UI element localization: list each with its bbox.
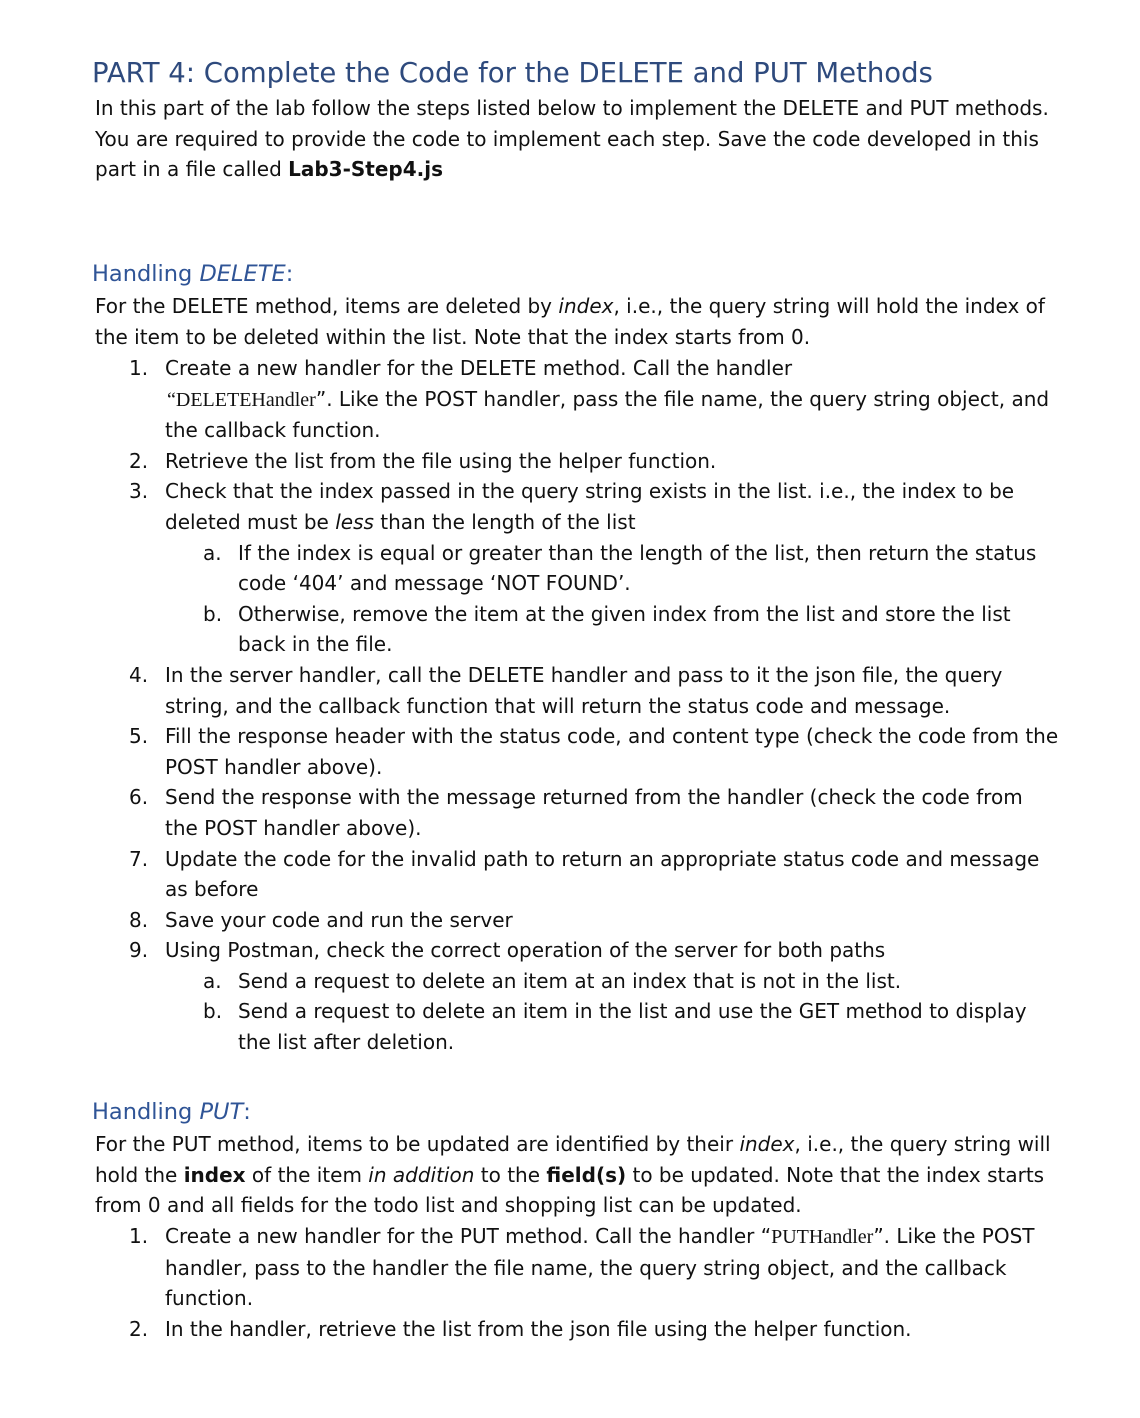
step-text: Update the code for the invalid path to return an appropriate status code and message as before bbox=[165, 846, 1040, 902]
list-item bbox=[0, 905, 1100, 936]
delete-heading-prefix: Handling bbox=[92, 261, 200, 287]
intro-paragraph bbox=[95, 93, 1095, 185]
list-item bbox=[0, 844, 1100, 905]
step-number: 3. bbox=[129, 479, 149, 504]
step-number: 1. bbox=[129, 1224, 149, 1248]
put-section-description bbox=[95, 1129, 1095, 1221]
put-desc-c: of the item bbox=[245, 1162, 369, 1187]
step-text: In the server handler, call the DELETE handler and pass to it the json file, the query string, and the callback function that will return the status code and message. bbox=[165, 662, 1003, 718]
delete-desc-a: For the DELETE method, items are deleted by bbox=[95, 294, 559, 318]
step-number: 9. bbox=[129, 938, 149, 963]
delete-section-heading bbox=[92, 258, 293, 290]
delete-section-description bbox=[95, 291, 1095, 352]
put-desc-e: to be updated. Note that the index starts from 0 and all fields for the todo list and shopping list can be updated. bbox=[95, 1162, 1045, 1218]
list-item bbox=[0, 782, 1100, 843]
step-text: Save your code and run the server bbox=[165, 907, 513, 932]
list-item bbox=[0, 446, 1100, 477]
put-heading-suffix: : bbox=[243, 1099, 251, 1125]
list-item bbox=[165, 996, 1100, 1057]
list-item bbox=[165, 538, 1100, 599]
step-text: In the handler, retrieve the list from the json file using the helper function. bbox=[165, 1316, 912, 1341]
substep-text: Send a request to delete an item at an index that is not in the list. bbox=[238, 968, 902, 993]
put-desc-em1: index bbox=[739, 1132, 795, 1156]
put-heading-prefix: Handling bbox=[92, 1099, 200, 1125]
step-text-b: than the length of the list bbox=[373, 509, 636, 534]
step-number: 4. bbox=[129, 662, 149, 687]
substep-letter: a. bbox=[203, 968, 222, 993]
list-item bbox=[0, 935, 1100, 1057]
step-text bbox=[165, 476, 1100, 537]
step-number: 2. bbox=[129, 1316, 149, 1341]
handler-name: PUTHandler bbox=[771, 1226, 874, 1248]
step-text-a: Check that the index passed in the query string exists in the list. i.e., the index to be deleted must be bbox=[165, 479, 1015, 534]
step-text bbox=[165, 353, 1100, 446]
page-title: PART 4: Complete the Code for the DELETE and PUT Methods bbox=[92, 57, 933, 89]
step-text-a: Create a new handler for the DELETE method. Call the handler bbox=[165, 356, 793, 380]
list-item bbox=[0, 1221, 1100, 1314]
step-number: 7. bbox=[129, 846, 149, 871]
put-steps-list bbox=[0, 1221, 1100, 1344]
substep-letter: b. bbox=[203, 601, 223, 626]
put-desc-b: , i.e., the query string will hold the bbox=[95, 1132, 1051, 1187]
put-desc-d: to the bbox=[474, 1162, 547, 1187]
substep-text: Otherwise, remove the item at the given index from the list and store the list back in the file. bbox=[238, 601, 1011, 657]
put-desc-bold2: field(s) bbox=[546, 1162, 627, 1187]
list-item bbox=[0, 1314, 1100, 1345]
step-text: Using Postman, check the correct operation of the server for both paths bbox=[165, 938, 886, 963]
list-item bbox=[0, 353, 1100, 446]
list-item bbox=[0, 476, 1100, 660]
put-desc-a: For the PUT method, items to be updated are identified by their bbox=[95, 1132, 740, 1156]
put-desc-em2: in addition bbox=[368, 1162, 475, 1187]
step-number: 1. bbox=[129, 356, 149, 380]
list-item bbox=[165, 966, 1100, 997]
substep-text: Send a request to delete an item in the list and use the GET method to display the list after deletion. bbox=[238, 999, 1027, 1055]
put-section-heading bbox=[92, 1096, 251, 1128]
intro-filename: Lab3-Step4.js bbox=[288, 157, 444, 182]
step-number: 8. bbox=[129, 907, 149, 932]
list-item bbox=[0, 721, 1100, 782]
step-text-em: less bbox=[335, 509, 374, 534]
handler-name: “DELETEHandler bbox=[167, 388, 316, 411]
list-item bbox=[0, 660, 1100, 721]
substep-letter: b. bbox=[203, 999, 223, 1024]
delete-heading-method: DELETE bbox=[199, 261, 286, 287]
step-number: 2. bbox=[129, 448, 149, 473]
substep-letter: a. bbox=[203, 540, 222, 565]
delete-desc-em: index bbox=[558, 294, 614, 318]
substep-text: If the index is equal or greater than the length of the list, then return the status code ‘404’ and message ‘NOT FOUND’. bbox=[238, 540, 1037, 596]
step-text: Fill the response header with the status code, and content type (check the code from the POST handler above). bbox=[165, 724, 1059, 779]
step-text: Retrieve the list from the file using the helper function. bbox=[165, 448, 717, 473]
delete-steps-list bbox=[0, 353, 1100, 1058]
step-number: 5. bbox=[129, 724, 149, 749]
substeps-list bbox=[165, 966, 1100, 1058]
step-text-a: Create a new handler for the PUT method. Call the handler “ bbox=[165, 1224, 772, 1248]
put-desc-bold1: index bbox=[183, 1162, 246, 1187]
intro-text: In this part of the lab follow the steps listed below to implement the DELETE and PUT methods. You are required to provide the code to implement each step. Save the code developed in this part in a file called bbox=[95, 96, 1049, 182]
put-heading-method: PUT bbox=[199, 1099, 244, 1125]
delete-heading-suffix: : bbox=[285, 261, 294, 287]
step-text: Send the response with the message returned from the handler (check the code from the POST handler above). bbox=[165, 785, 1023, 840]
substeps-list bbox=[165, 538, 1100, 660]
step-text bbox=[165, 1221, 1100, 1314]
delete-desc-b: , i.e., the query string will hold the index of the item to be deleted within the list. Note that the index starts from 0. bbox=[95, 294, 1045, 349]
step-text-b: ”. Like the POST handler, pass the file name, the query string object, and the callback function. bbox=[165, 386, 1050, 443]
step-number: 6. bbox=[129, 785, 149, 810]
step-text-b: ”. Like the POST handler, pass to the handler the file name, the query string object, and the callback function. bbox=[165, 1224, 1035, 1311]
list-item bbox=[165, 599, 1100, 660]
